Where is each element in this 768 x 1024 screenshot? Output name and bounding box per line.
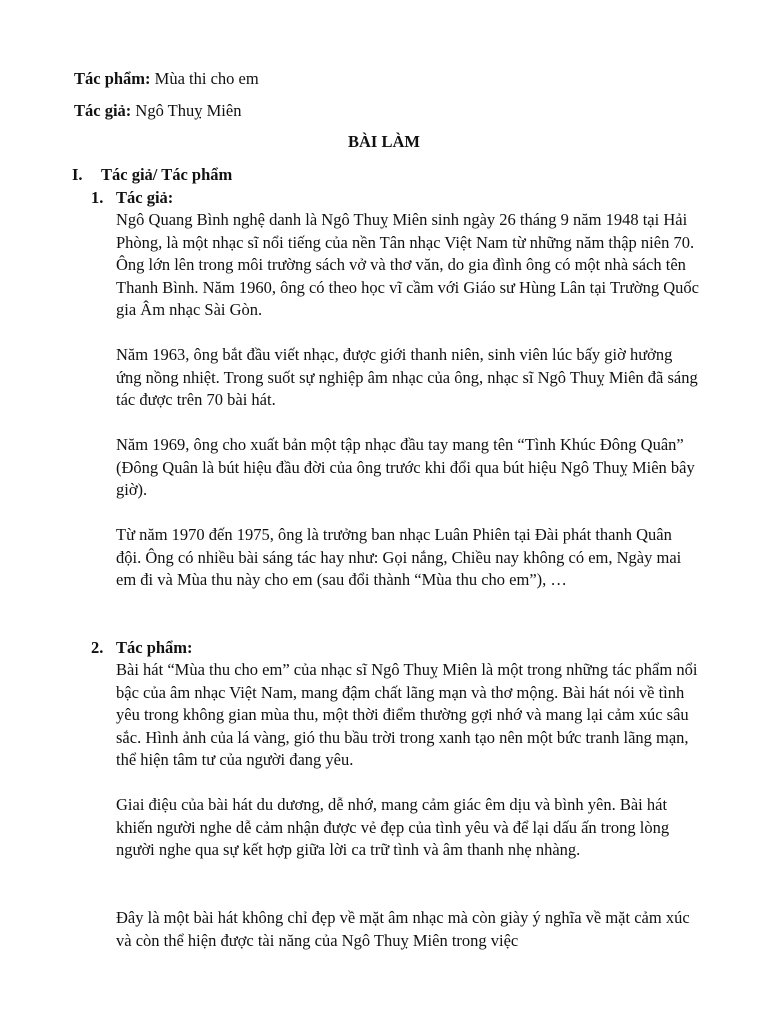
work-paragraph-3: Đây là một bài hát không chỉ đẹp về mặt âm nhạc mà còn giày ý nghĩa về mặt cảm xúc và còn thể hiện được tài năng của Ngô Thuỵ Miên trong việc [116, 908, 690, 950]
subsection-1-heading: Tác giả: [116, 188, 174, 207]
author-line [74, 100, 241, 122]
work-line [74, 68, 259, 90]
work-value: Mùa thi cho em [154, 69, 259, 88]
subsection-1-number: 1. [91, 188, 104, 207]
section-1-number: I. [72, 165, 83, 184]
section-1-heading: Tác giả/ Tác phẩm [101, 165, 233, 184]
author-value: Ngô Thuỵ Miên [135, 101, 242, 120]
author-paragraph-1: Ngô Quang Bình nghệ danh là Ngô Thuỵ Miên sinh ngày 26 tháng 9 năm 1948 tại Hải Phòng, là một nhạc sĩ nổi tiếng của nền Tân nhạc Việt Nam từ những năm thập niên 70. Ông lớn lên trong môi trường sách vở và thơ văn, do gia đình ông có một nhà sách tên Thanh Bình. Năm 1960, ông có theo học vĩ cầm với Giáo sư Hùng Lân tại Trường Quốc gia Âm nhạc Sài Gòn. [116, 210, 699, 319]
author-paragraph-3: Năm 1969, ông cho xuất bản một tập nhạc đầu tay mang tên “Tình Khúc Đông Quân” (Đông Quân là bút hiệu đầu đời của ông trước khi đổi qua bút hiệu Ngô Thuỵ Miên bây giờ). [116, 435, 695, 499]
author-label: Tác giả: [74, 101, 132, 120]
author-paragraph-2: Năm 1963, ông bắt đầu viết nhạc, được giới thanh niên, sinh viên lúc bấy giờ hưởng ứng nồng nhiệt. Trong suốt sự nghiệp âm nhạc của ông, nhạc sĩ Ngô Thuỵ Miên đã sáng tác được trên 70 bài hát. [116, 345, 698, 409]
work-paragraph-2: Giai điệu của bài hát du dương, dễ nhớ, mang cảm giác êm dịu và bình yên. Bài hát khiến người nghe dễ cảm nhận được vẻ đẹp của tình yêu và để lại dấu ấn trong lòng người nghe qua sự kết hợp giữa lời ca trữ tình và âm thanh nhẹ nhàng. [116, 795, 670, 859]
page-title: BÀI LÀM [348, 132, 420, 151]
author-paragraph-4: Từ năm 1970 đến 1975, ông là trưởng ban nhạc Luân Phiên tại Đài phát thanh Quân đội. Ông có nhiều bài sáng tác hay như: Gọi nắng, Chiều nay không có em, Ngày mai em đi và Mùa thu này cho em (sau đổi thành “Mùa thu cho em”), … [116, 525, 682, 589]
subsection-2-heading: Tác phẩm: [116, 638, 193, 657]
work-paragraph-1: Bài hát “Mùa thu cho em” của nhạc sĩ Ngô Thuỵ Miên là một trong những tác phẩm nổi bậc của âm nhạc Việt Nam, mang đậm chất lãng mạn và thơ mộng. Bài hát nói về tình yêu trong không gian mùa thu, một thời điểm thường gợi nhớ và mang lại cảm xúc sâu sắc. Hình ảnh của lá vàng, gió thu bầu trời trong xanh tạo nên một bức tranh lãng mạn, thể hiện tâm tư của người đang yêu. [116, 660, 698, 769]
subsection-2-number: 2. [91, 638, 104, 657]
work-label: Tác phẩm: [74, 69, 151, 88]
